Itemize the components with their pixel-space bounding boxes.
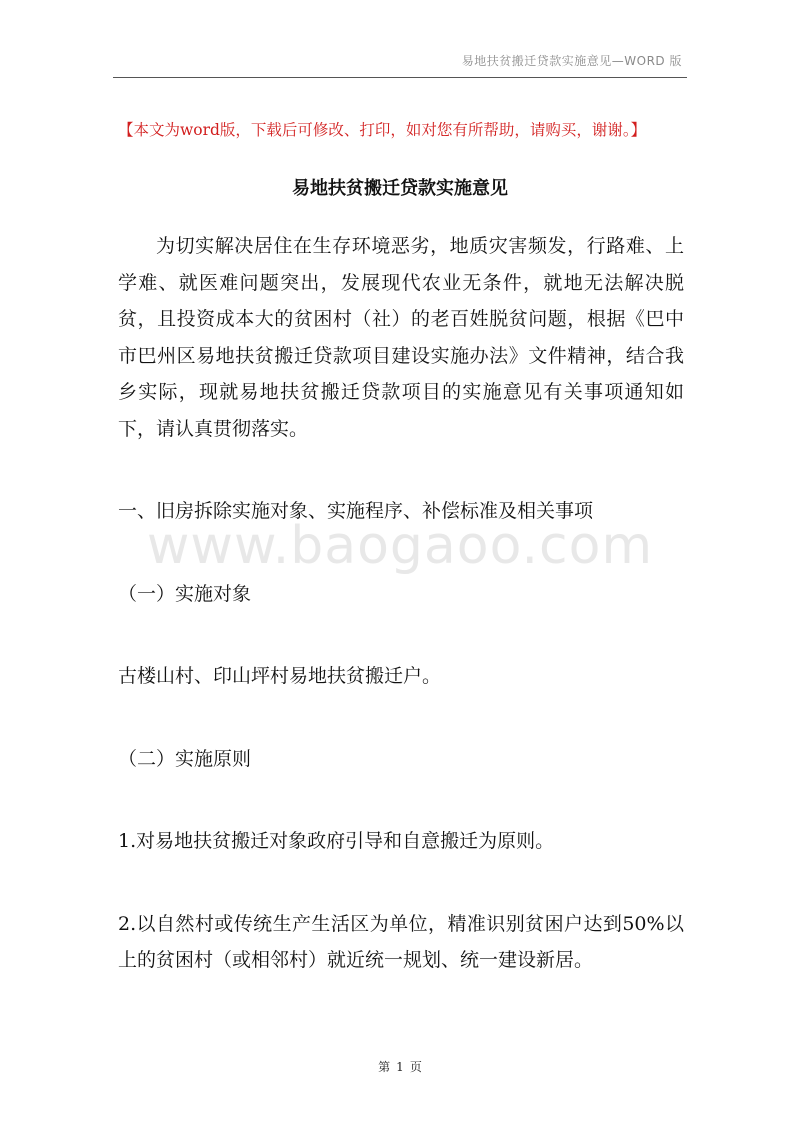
document-body [118,228,684,979]
section-heading: 一、旧房拆除实施对象、实施程序、补偿标准及相关事项 [118,500,594,522]
subsection-heading: （二）实施原则 [118,747,252,770]
document-title: 易地扶贫搬迁贷款实施意见 [292,178,508,199]
purchase-notice: 【本文为word版，下载后可修改、打印，如对您有所帮助，请购买，谢谢。】 [118,121,647,139]
page-suffix: 页 [409,1060,422,1074]
header-divider [113,77,687,78]
body-paragraph: 古楼山村、印山坪村易地扶贫搬迁户。 [118,665,442,687]
list-item: 2.以自然村或传统生产生活区为单位，精准识别贫困户达到50%以上的贫困村（或相邻村）就近统一规划、统一建设新居。 [118,912,684,971]
watermark: www.baogaoo.com [146,516,654,576]
list-item: 1.对易地扶贫搬迁对象政府引导和自意搬迁为原则。 [118,830,555,852]
intro-paragraph: 为切实解决居住在生存环境恶劣，地质灾害频发，行路难、上学难、就医难问题突出，发展现代农业无条件，就地无法解决脱贫，且投资成本大的贫困村（社）的老百姓脱贫问题，根据《巴中市巴州区易地扶贫搬迁贷款项目建设实施办法》文件精神，结合我乡实际，现就易地扶贫搬迁贷款项目的实施意见有关事项通知如下，请认真贯彻落实。 [118,235,684,440]
page-footer [0,1058,800,1075]
page-number: 1 [396,1060,404,1074]
page-prefix: 第 [378,1060,391,1074]
subsection-heading: （一）实施对象 [118,582,252,605]
running-header: 易地扶贫搬迁贷款实施意见—WORD 版 [461,54,682,68]
